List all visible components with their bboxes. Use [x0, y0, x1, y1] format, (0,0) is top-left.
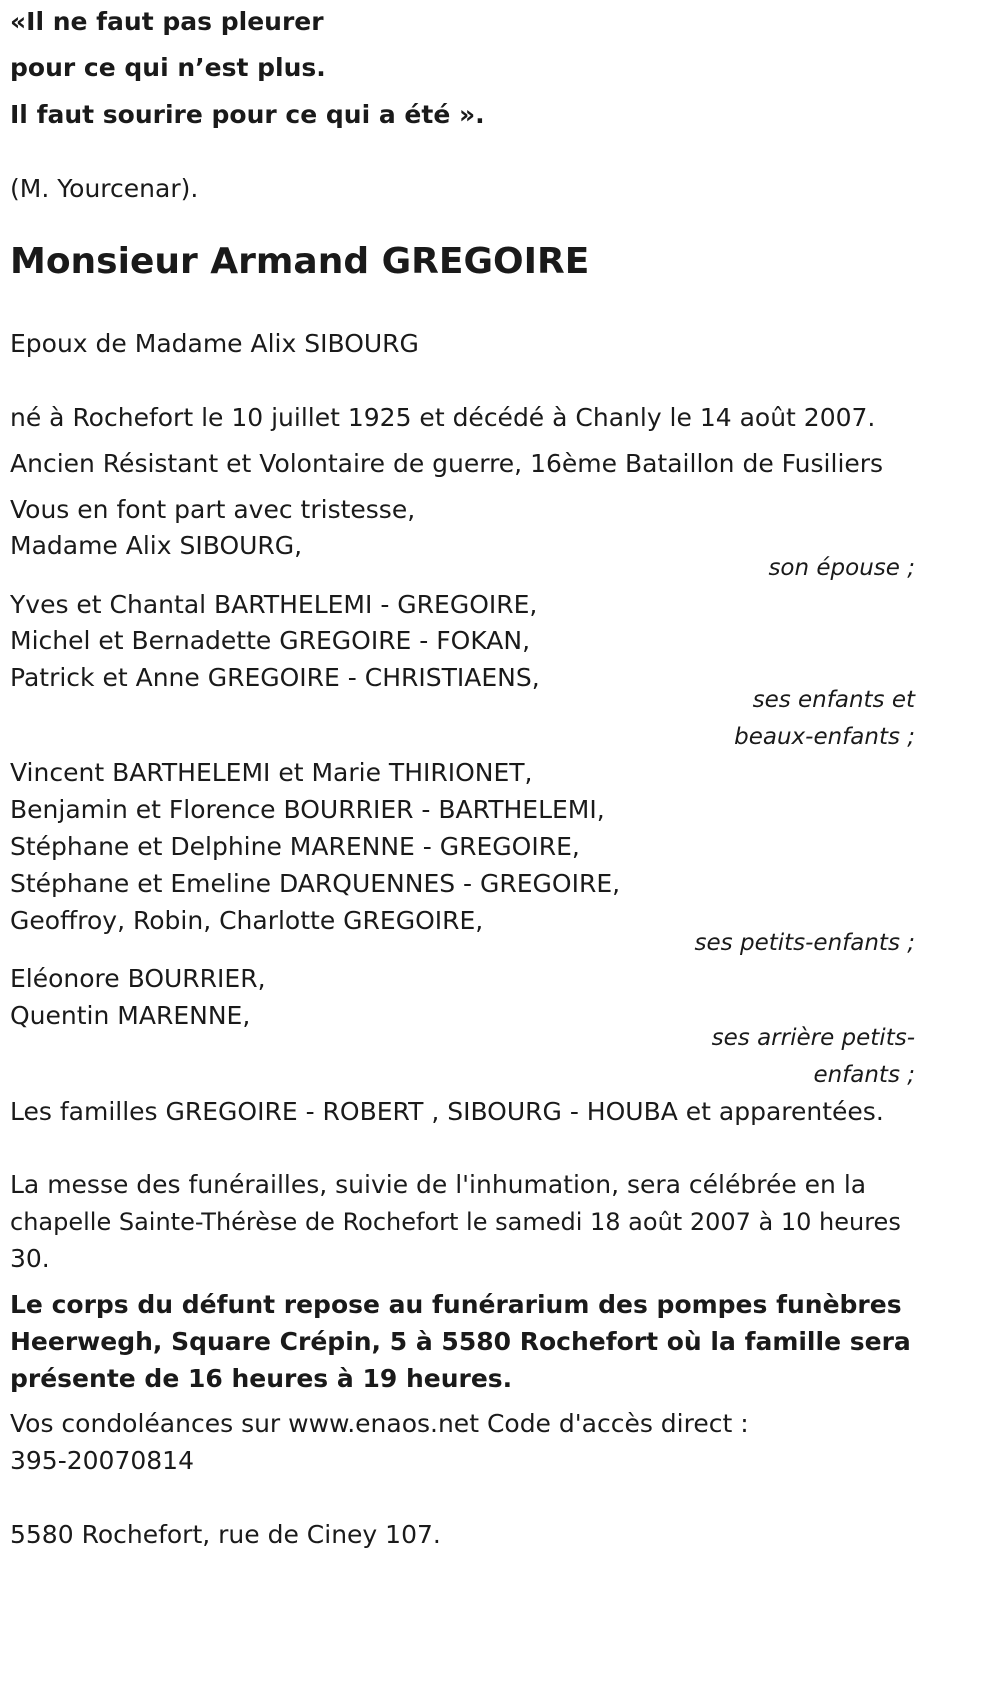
funeral-home-line-3: présente de 16 heures à 19 heures.: [10, 1364, 513, 1393]
grandchild-line: Vincent BARTHELEMI et Marie THIRIONET,: [10, 758, 533, 787]
grandchild-line: Stéphane et Emeline DARQUENNES - GREGOIRE,: [10, 869, 621, 898]
ceremony-line-3: 30.: [10, 1244, 50, 1273]
great-grandchildren-role-1: ses arrière petits-: [711, 1025, 915, 1051]
children-role-1: ses enfants et: [752, 687, 915, 713]
spouse-name: Madame Alix SIBOURG,: [10, 531, 303, 560]
quote-line-1: «Il ne faut pas pleurer: [10, 7, 324, 36]
grandchild-line: Stéphane et Delphine MARENNE - GREGOIRE,: [10, 832, 580, 861]
great-grandchild-line: Quentin MARENNE,: [10, 1001, 251, 1030]
address-line: 5580 Rochefort, rue de Ciney 107.: [10, 1520, 441, 1549]
funeral-home-line-2: Heerwegh, Square Crépin, 5 à 5580 Rochefort où la famille sera: [10, 1327, 911, 1356]
birth-death-line: né à Rochefort le 10 juillet 1925 et décédé à Chanly le 14 août 2007.: [10, 403, 876, 432]
quote-line-3: Il faut sourire pour ce qui a été ».: [10, 100, 485, 129]
condolences-line-1: Vos condoléances sur www.enaos.net Code d'accès direct :: [10, 1409, 749, 1438]
deceased-name: Monsieur Armand GREGOIRE: [10, 241, 590, 282]
great-grandchild-line: Eléonore BOURRIER,: [10, 964, 266, 993]
family-intro: Vous en font part avec tristesse,: [10, 495, 416, 524]
children-role-2: beaux-enfants ;: [734, 724, 915, 750]
quote-author: (M. Yourcenar).: [10, 174, 199, 203]
families-line: Les familles GREGOIRE - ROBERT , SIBOURG - HOUBA et apparentées.: [10, 1097, 884, 1126]
quote-line-2: pour ce qui n’est plus.: [10, 53, 326, 82]
grandchild-line: Benjamin et Florence BOURRIER - BARTHELEMI,: [10, 795, 605, 824]
child-line: Patrick et Anne GREGOIRE - CHRISTIAENS,: [10, 663, 540, 692]
great-grandchildren-role-2: enfants ;: [813, 1062, 915, 1088]
grandchildren-role: ses petits-enfants ;: [694, 930, 915, 956]
distinction-line: Ancien Résistant et Volontaire de guerre, 16ème Bataillon de Fusiliers: [10, 449, 884, 478]
ceremony-line-1: La messe des funérailles, suivie de l'inhumation, sera célébrée en la: [10, 1170, 867, 1199]
child-line: Michel et Bernadette GREGOIRE - FOKAN,: [10, 626, 531, 655]
grandchild-line: Geoffroy, Robin, Charlotte GREGOIRE,: [10, 906, 484, 935]
condolences-line-2: 395-20070814: [10, 1446, 194, 1475]
spouse-role: son épouse ;: [768, 555, 915, 581]
spouse-line: Epoux de Madame Alix SIBOURG: [10, 329, 419, 358]
ceremony-line-2: chapelle Sainte-Thérèse de Rochefort le samedi 18 août 2007 à 10 heures: [10, 1208, 901, 1236]
child-line: Yves et Chantal BARTHELEMI - GREGOIRE,: [10, 590, 538, 619]
funeral-home-line-1: Le corps du défunt repose au funérarium des pompes funèbres: [10, 1290, 902, 1319]
